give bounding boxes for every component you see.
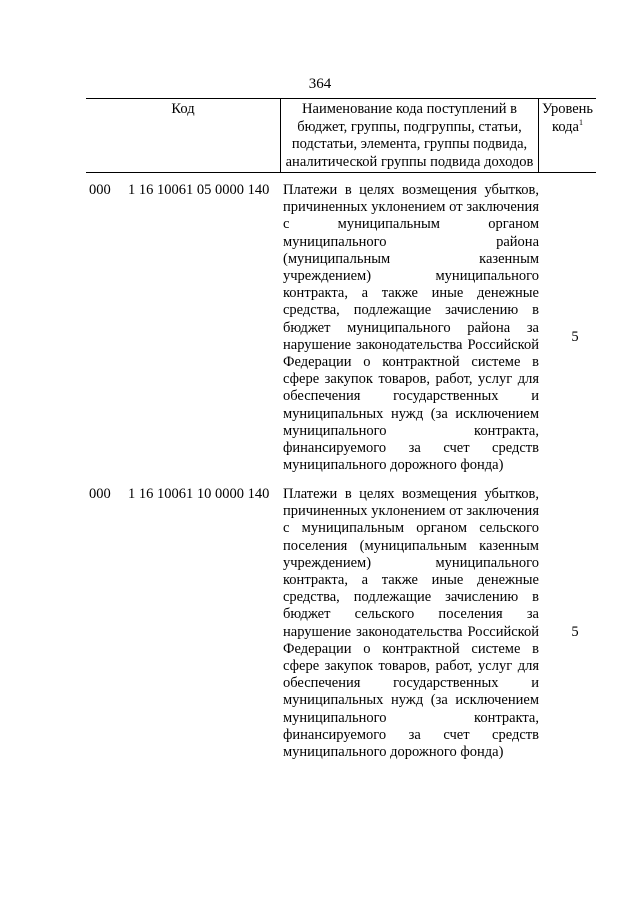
header-name: Наименование кода поступлений в бюджет, группы, подгруппы, статьи, подстатьи, элемента, группы подвида, аналитической группы подвида доходов: [280, 99, 539, 172]
code-level: 5: [571, 329, 579, 345]
header-level: [539, 99, 596, 172]
admin-code: 000: [89, 486, 111, 502]
revenue-code: 1 16 10061 10 0000 140: [128, 486, 270, 502]
page-number: 364: [308, 76, 332, 92]
header-code: Код: [171, 101, 195, 117]
revenue-name: Платежи в целях возмещения убытков, причиненных уклонением от заключения с муниципальным органом муниципального района (муниципальным казенным учреждением) муниципального контракта, а также иные денежные средства, подлежащие зачислению в бюджет муниципального района за нарушение законодательства Российской Федерации о контрактной системе в сфере закупок товаров, работ, услуг для обеспечения государственных и муниципальных нужд (за исключением муниципального контракта, финансируемого за счет средств муниципального дорожного фонда): [283, 182, 539, 474]
code-level: 5: [571, 624, 579, 640]
header-level-label: Уровень кода: [541, 101, 594, 135]
revenue-name: Платежи в целях возмещения убытков, причиненных уклонением от заключения с муниципальным органом сельского поселения (муниципальным казенным учреждением) муниципального контракта, а также иные денежные средства, подлежащие зачислению в бюджет сельского поселения за нарушение законодательства Российской Федерации о контрактной системе в сфере закупок товаров, работ, услуг для обеспечения государственных и муниципальных нужд (за исключением муниципального контракта, финансируемого за счет средств муниципального дорожного фонда): [283, 486, 539, 761]
revenue-code: 1 16 10061 05 0000 140: [128, 182, 270, 198]
admin-code: 000: [89, 182, 111, 198]
table-header: [86, 98, 596, 173]
header-level-footnote: 1: [578, 117, 583, 127]
